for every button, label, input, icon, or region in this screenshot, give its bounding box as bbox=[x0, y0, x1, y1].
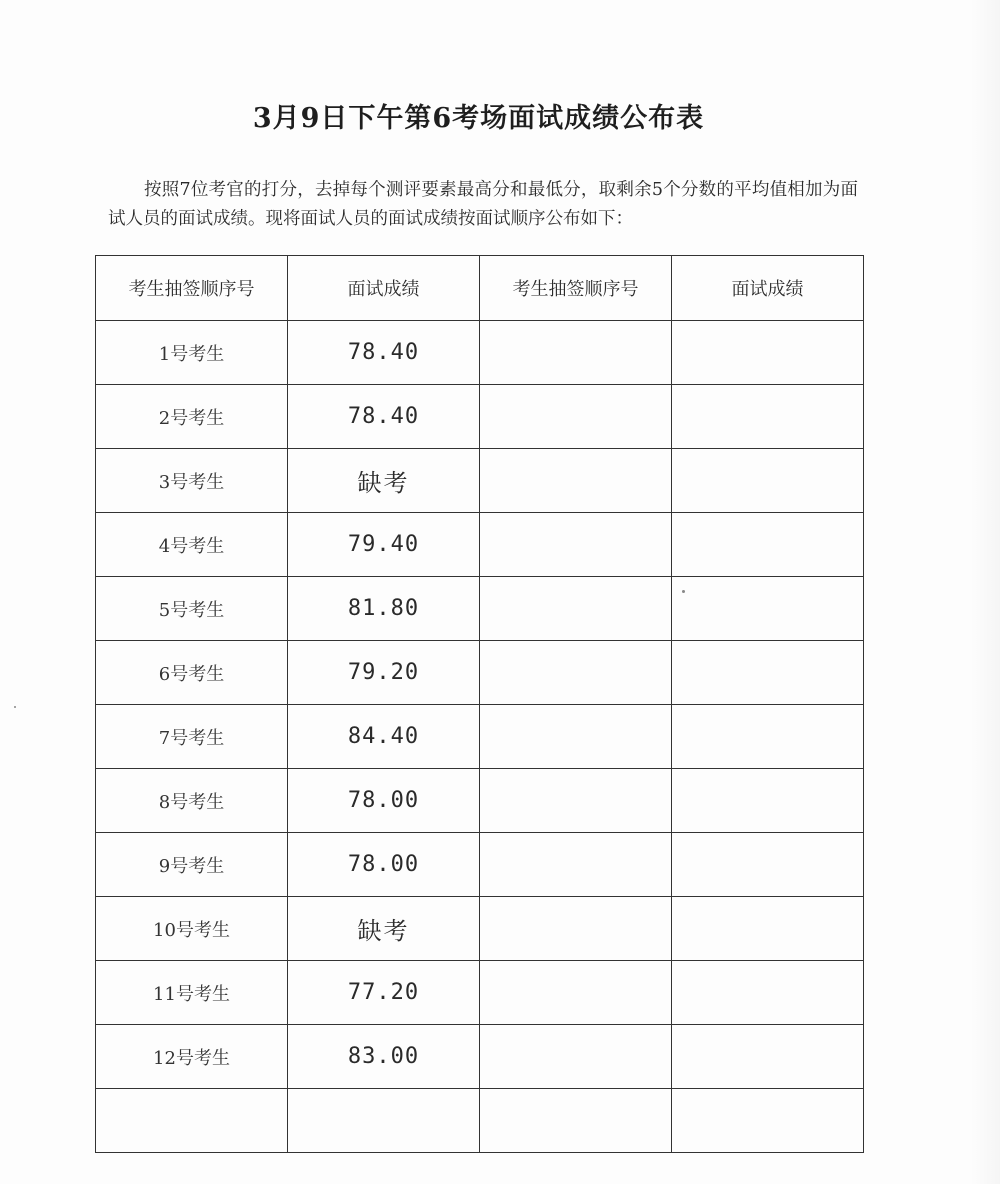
empty-candidate-order-cell bbox=[480, 577, 672, 641]
candidate-order-cell: 8号考生 bbox=[96, 769, 288, 833]
empty-candidate-order-cell bbox=[480, 449, 672, 513]
empty-interview-score-cell bbox=[672, 641, 864, 705]
page-title: 3月9日下午第6考场面试成绩公布表 bbox=[252, 103, 705, 134]
table-row bbox=[96, 769, 864, 833]
table-row bbox=[96, 641, 864, 705]
candidate-order-cell: 7号考生 bbox=[96, 705, 288, 769]
empty-interview-score-cell bbox=[672, 321, 864, 385]
intro-paragraph: 按照7位考官的打分，去掉每个测评要素最高分和最低分，取剩余5个分数的平均值相加为面试人员的面试成绩。现将面试人员的面试成绩按面试顺序公布如下： bbox=[108, 180, 858, 229]
header-interview-score: 面试成绩 bbox=[288, 256, 480, 321]
candidate-order-cell: 1号考生 bbox=[96, 321, 288, 385]
table-row bbox=[96, 385, 864, 449]
candidate-order-cell: 5号考生 bbox=[96, 577, 288, 641]
candidate-order-cell: 11号考生 bbox=[96, 961, 288, 1025]
interview-score-cell: 缺考 bbox=[288, 897, 480, 961]
candidate-order-cell: 2号考生 bbox=[96, 385, 288, 449]
empty-interview-score-cell bbox=[672, 513, 864, 577]
candidate-order-cell bbox=[96, 1089, 288, 1153]
interview-score-cell: 79.20 bbox=[288, 641, 480, 705]
empty-interview-score-cell bbox=[672, 1089, 864, 1153]
scan-edge-shadow bbox=[970, 0, 1000, 1184]
candidate-order-cell: 9号考生 bbox=[96, 833, 288, 897]
table-row bbox=[96, 449, 864, 513]
empty-interview-score-cell bbox=[672, 961, 864, 1025]
empty-candidate-order-cell bbox=[480, 321, 672, 385]
table-row bbox=[96, 833, 864, 897]
empty-interview-score-cell bbox=[672, 1025, 864, 1089]
empty-candidate-order-cell bbox=[480, 705, 672, 769]
table-row bbox=[96, 321, 864, 385]
interview-score-cell: 78.00 bbox=[288, 769, 480, 833]
table-row bbox=[96, 577, 864, 641]
candidate-order-cell: 3号考生 bbox=[96, 449, 288, 513]
empty-candidate-order-cell bbox=[480, 833, 672, 897]
empty-candidate-order-cell bbox=[480, 513, 672, 577]
table-header-row bbox=[96, 256, 864, 321]
interview-score-cell bbox=[288, 1089, 480, 1153]
scan-speck bbox=[14, 706, 16, 708]
candidate-order-cell: 10号考生 bbox=[96, 897, 288, 961]
header-candidate-order: 考生抽签顺序号 bbox=[96, 256, 288, 321]
table-row bbox=[96, 1089, 864, 1153]
interview-score-cell: 78.40 bbox=[288, 385, 480, 449]
interview-score-cell: 78.00 bbox=[288, 833, 480, 897]
empty-candidate-order-cell bbox=[480, 1025, 672, 1089]
score-table-body bbox=[96, 321, 864, 1153]
table-row bbox=[96, 705, 864, 769]
interview-score-cell: 78.40 bbox=[288, 321, 480, 385]
empty-candidate-order-cell bbox=[480, 769, 672, 833]
interview-score-cell: 缺考 bbox=[288, 449, 480, 513]
empty-candidate-order-cell bbox=[480, 641, 672, 705]
table-row bbox=[96, 1025, 864, 1089]
interview-score-cell: 84.40 bbox=[288, 705, 480, 769]
empty-interview-score-cell bbox=[672, 769, 864, 833]
empty-candidate-order-cell bbox=[480, 961, 672, 1025]
table-row bbox=[96, 961, 864, 1025]
table-row bbox=[96, 513, 864, 577]
candidate-order-cell: 4号考生 bbox=[96, 513, 288, 577]
scan-speck bbox=[682, 590, 685, 593]
empty-interview-score-cell bbox=[672, 577, 864, 641]
header-candidate-order-2: 考生抽签顺序号 bbox=[480, 256, 672, 321]
empty-candidate-order-cell bbox=[480, 385, 672, 449]
interview-score-cell: 79.40 bbox=[288, 513, 480, 577]
candidate-order-cell: 6号考生 bbox=[96, 641, 288, 705]
interview-score-cell: 83.00 bbox=[288, 1025, 480, 1089]
header-interview-score-2: 面试成绩 bbox=[672, 256, 864, 321]
interview-score-cell: 81.80 bbox=[288, 577, 480, 641]
empty-candidate-order-cell bbox=[480, 1089, 672, 1153]
empty-interview-score-cell bbox=[672, 449, 864, 513]
empty-interview-score-cell bbox=[672, 897, 864, 961]
table-row bbox=[96, 897, 864, 961]
empty-interview-score-cell bbox=[672, 385, 864, 449]
empty-interview-score-cell bbox=[672, 705, 864, 769]
candidate-order-cell: 12号考生 bbox=[96, 1025, 288, 1089]
empty-candidate-order-cell bbox=[480, 897, 672, 961]
score-table bbox=[95, 255, 864, 1153]
empty-interview-score-cell bbox=[672, 833, 864, 897]
interview-score-cell: 77.20 bbox=[288, 961, 480, 1025]
